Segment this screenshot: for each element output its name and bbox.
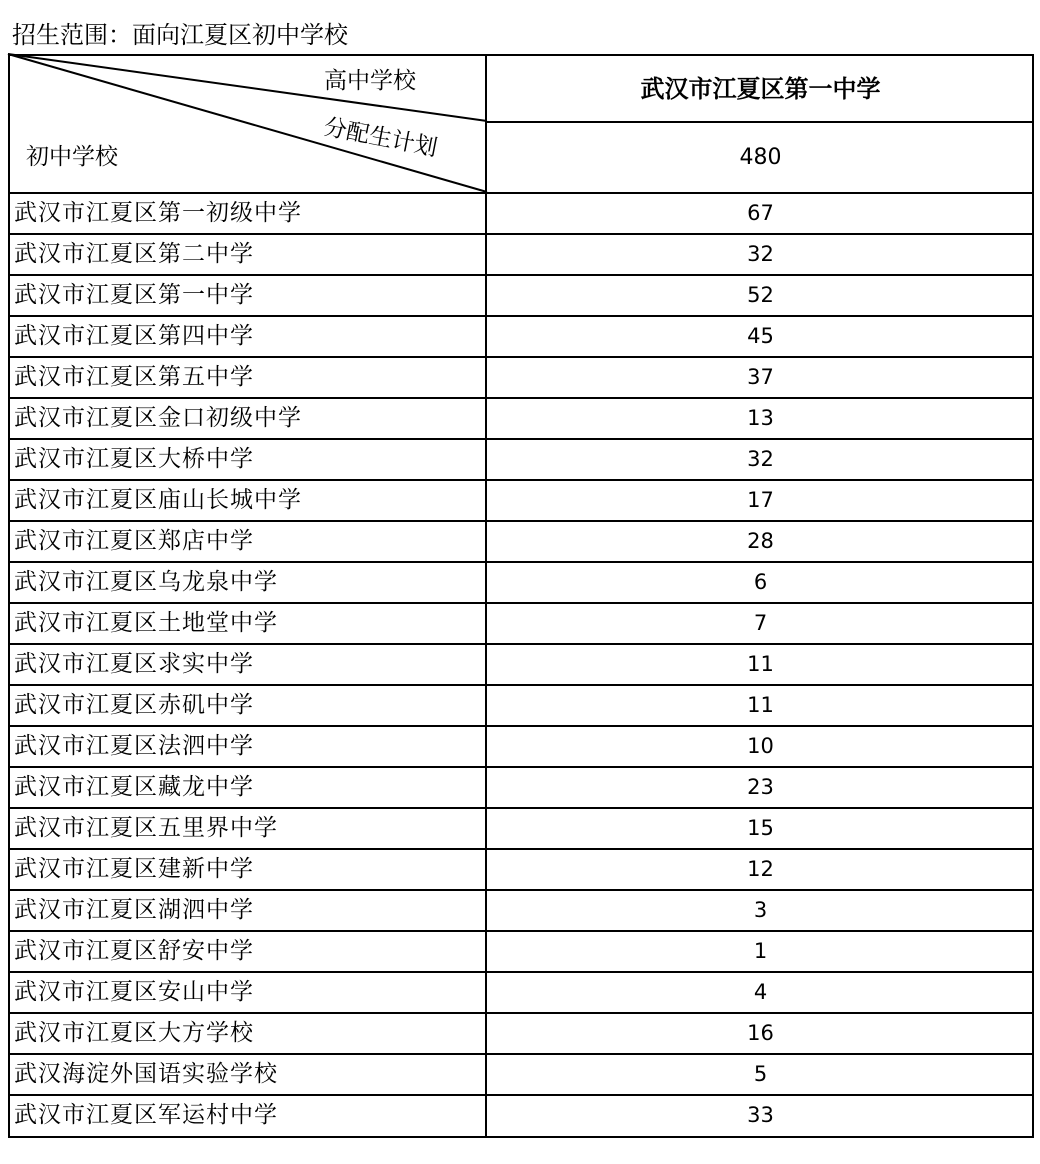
table-row	[8, 192, 1034, 233]
allocation-count-cell: 33	[747, 1103, 774, 1127]
table-row	[8, 479, 1034, 520]
school-name-cell: 武汉市江夏区第一中学	[14, 282, 254, 308]
allocation-count-cell: 11	[747, 652, 774, 676]
corner-label-junior-school: 初中学校	[26, 144, 118, 170]
school-name-cell: 武汉市江夏区乌龙泉中学	[14, 569, 278, 595]
table-row	[8, 520, 1034, 561]
table-row	[8, 848, 1034, 889]
school-name-cell: 武汉市江夏区赤矶中学	[14, 692, 254, 718]
allocation-count-cell: 5	[753, 1062, 768, 1086]
table-row	[8, 807, 1034, 848]
corner-label-high-school: 高中学校	[324, 68, 416, 94]
school-name-cell: 武汉市江夏区法泗中学	[14, 733, 254, 759]
corner-label-allocation-plan: 分配生计划	[321, 114, 440, 162]
school-name-cell: 武汉市江夏区土地堂中学	[14, 610, 278, 636]
school-name-cell: 武汉市江夏区安山中学	[14, 979, 254, 1005]
allocation-count-cell: 12	[747, 857, 774, 881]
table-row	[8, 766, 1034, 807]
school-name-cell: 武汉市江夏区军运村中学	[14, 1102, 278, 1128]
school-name-cell: 武汉市江夏区郑店中学	[14, 528, 254, 554]
allocation-count-cell: 10	[747, 734, 774, 758]
table-row	[8, 233, 1034, 274]
table-row	[8, 1012, 1034, 1053]
allocation-count-cell: 67	[747, 201, 774, 225]
allocation-count-cell: 32	[747, 447, 774, 471]
allocation-count-cell: 37	[747, 365, 774, 389]
school-name-cell: 武汉市江夏区藏龙中学	[14, 774, 254, 800]
table-row	[8, 971, 1034, 1012]
table-row	[8, 274, 1034, 315]
table-row	[8, 725, 1034, 766]
school-name-cell: 武汉市江夏区大桥中学	[14, 446, 254, 472]
school-name-cell: 武汉市江夏区第二中学	[14, 241, 254, 267]
table-row	[8, 356, 1034, 397]
school-name-cell: 武汉市江夏区第四中学	[14, 323, 254, 349]
allocation-count-cell: 11	[747, 693, 774, 717]
allocation-count-cell: 45	[747, 324, 774, 348]
allocation-count-cell: 32	[747, 242, 774, 266]
allocation-count-cell: 7	[753, 611, 768, 635]
allocation-count-cell: 6	[753, 570, 768, 594]
high-school-header: 武汉市江夏区第一中学	[640, 75, 881, 103]
school-name-cell: 武汉市江夏区金口初级中学	[14, 405, 302, 431]
table-row	[8, 684, 1034, 725]
allocation-count-cell: 17	[747, 488, 774, 512]
school-name-cell: 武汉市江夏区庙山长城中学	[14, 487, 302, 513]
school-name-cell: 武汉海淀外国语实验学校	[14, 1061, 278, 1087]
allocation-count-cell: 3	[753, 898, 768, 922]
school-name-cell: 武汉市江夏区第五中学	[14, 364, 254, 390]
table-row	[8, 889, 1034, 930]
allocation-count-cell: 16	[747, 1021, 774, 1045]
allocation-count-cell: 23	[747, 775, 774, 799]
table-row	[8, 1053, 1034, 1094]
school-name-cell: 武汉市江夏区建新中学	[14, 856, 254, 882]
table-row	[8, 930, 1034, 971]
allocation-count-cell: 15	[747, 816, 774, 840]
school-name-cell: 武汉市江夏区大方学校	[14, 1020, 254, 1046]
allocation-count-cell: 28	[747, 529, 774, 553]
table-row	[8, 1094, 1034, 1135]
table-row	[8, 561, 1034, 602]
school-name-cell: 武汉市江夏区五里界中学	[14, 815, 278, 841]
admission-scope-caption: 招生范围：面向江夏区初中学校	[12, 21, 348, 49]
allocation-count-cell: 13	[747, 406, 774, 430]
table-row	[8, 397, 1034, 438]
allocation-count-cell: 4	[753, 980, 768, 1004]
school-rows	[8, 192, 1034, 1135]
table-row	[8, 643, 1034, 684]
total-plan-value: 480	[739, 145, 782, 170]
table-row	[8, 602, 1034, 643]
allocation-table	[8, 54, 1034, 1138]
school-name-cell: 武汉市江夏区第一初级中学	[14, 200, 302, 226]
allocation-count-cell: 1	[753, 939, 768, 963]
table-row	[8, 438, 1034, 479]
allocation-count-cell: 52	[747, 283, 774, 307]
school-name-cell: 武汉市江夏区舒安中学	[14, 938, 254, 964]
school-name-cell: 武汉市江夏区湖泗中学	[14, 897, 254, 923]
school-name-cell: 武汉市江夏区求实中学	[14, 651, 254, 677]
table-row	[8, 315, 1034, 356]
